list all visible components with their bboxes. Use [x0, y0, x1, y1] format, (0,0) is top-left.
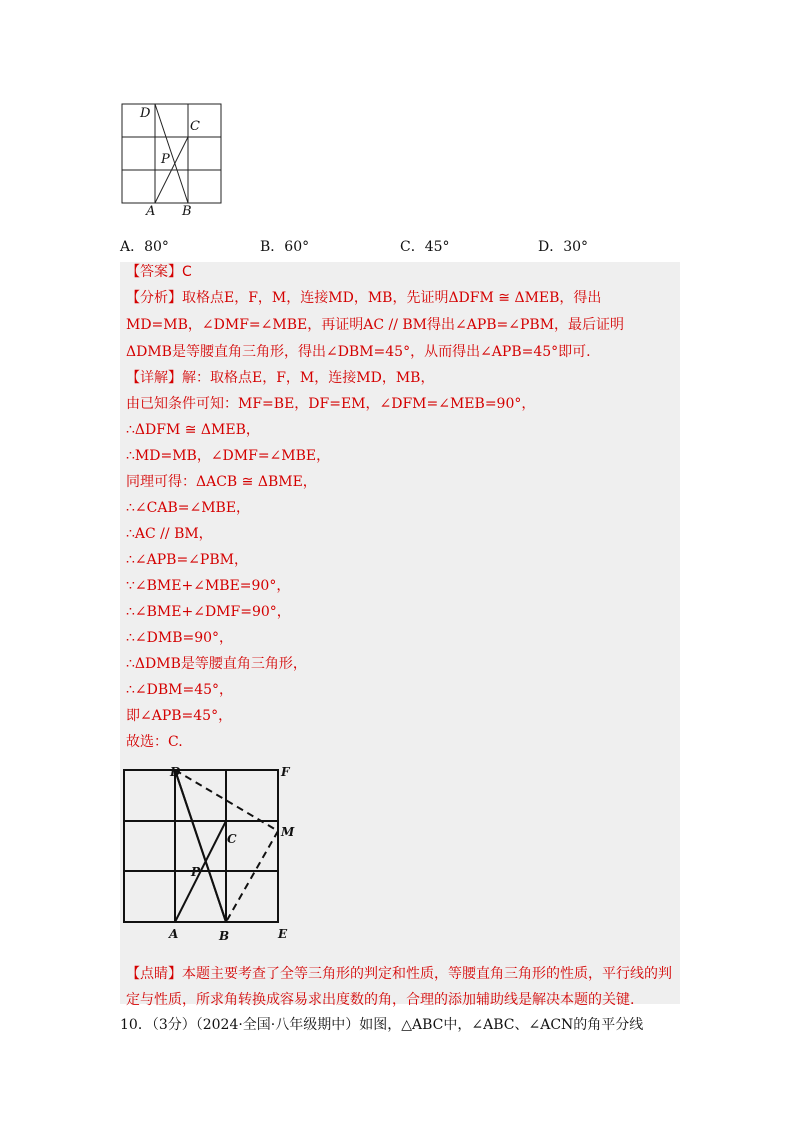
answer-tag: 【答案】: [126, 264, 182, 280]
fig2-label-d: D: [170, 765, 181, 779]
detail-line-6: ∴∠CAB=∠MBE，: [126, 500, 251, 516]
detail-line-4: ∴MD=MB，∠DMF=∠MBE，: [126, 448, 331, 464]
option-c: C．45°: [400, 239, 450, 255]
detail-line-14: 即∠APB=45°，: [126, 708, 233, 724]
detail-line-15: 故选：C.: [126, 734, 183, 750]
fig1-label-d: D: [140, 106, 151, 121]
comment-line-2: 定与性质，所求角转换成容易求出度数的角，合理的添加辅助线是解决本题的关键.: [126, 992, 635, 1008]
fig2-label-p: P: [191, 865, 201, 879]
answer-options: [120, 236, 680, 258]
comment-tag: 【点睛】: [126, 966, 182, 982]
fig2-label-f: F: [281, 765, 290, 779]
detail-line-9: ∵∠BME+∠MBE=90°，: [126, 578, 291, 594]
detail-line-8: ∴∠APB=∠PBM，: [126, 552, 248, 568]
detail-line-13: ∴∠DBM=45°，: [126, 682, 234, 698]
fig1-label-a: A: [146, 204, 156, 219]
analysis-line-3: ΔDMB是等腰直角三角形，得出∠DBM=45°，从而得出∠APB=45°即可.: [126, 344, 591, 360]
analysis-line-2: MD=MB，∠DMF=∠MBE，再证明AC // BM得出∠APB=∠PBM，最后证明: [126, 317, 625, 333]
analysis-line-1: [126, 288, 601, 308]
comment-text-1: 本题主要考查了全等三角形的判定和性质，等腰直角三角形的性质，平行线的判: [182, 966, 672, 982]
detail-line-12: ∴ΔDMB是等腰直角三角形，: [126, 656, 307, 672]
option-d: D．30°: [538, 239, 589, 255]
fig2-label-c: C: [227, 832, 237, 846]
fig1-label-c: C: [190, 119, 200, 134]
answer-line: [126, 262, 192, 282]
detail-line-11: ∴∠DMB=90°，: [126, 630, 234, 646]
analysis-text-1: 取格点E，F，M，连接MD，MB，先证明ΔDFM ≅ ΔMEB，得出: [182, 290, 602, 306]
detail-tag: 【详解】: [126, 370, 182, 386]
detail-line-5: 同理可得：ΔACB ≅ ΔBME，: [126, 474, 317, 490]
grid-figure-2: [118, 764, 308, 954]
fig2-label-a: A: [169, 927, 179, 941]
grid-figure-1: [118, 100, 228, 220]
fig2-label-m: M: [281, 825, 295, 839]
detail-text-1: 解：取格点E，F，M，连接MD，MB，: [182, 370, 435, 386]
option-b: B．60°: [260, 239, 310, 255]
answer-value: C: [182, 264, 192, 280]
analysis-tag: 【分析】: [126, 290, 182, 306]
question-10: 10．（3分）（2024·全国·八年级期中）如图，△ABC中，∠ABC、∠ACN的角平分线: [120, 1017, 644, 1033]
fig2-label-e: E: [278, 927, 288, 941]
detail-line-2: 由已知条件可知：MF=BE，DF=EM，∠DFM=∠MEB=90°，: [126, 396, 536, 412]
detail-line-7: ∴AC // BM，: [126, 526, 213, 542]
comment-line-1: [126, 964, 672, 984]
option-a: A．80°: [120, 239, 169, 255]
fig1-label-b: B: [182, 204, 192, 219]
fig1-label-p: P: [161, 152, 170, 167]
fig2-label-b: B: [219, 929, 230, 943]
detail-line-3: ∴ΔDFM ≅ ΔMEB，: [126, 422, 260, 438]
detail-line-1: [126, 368, 434, 388]
detail-line-10: ∴∠BME+∠DMF=90°，: [126, 604, 291, 620]
